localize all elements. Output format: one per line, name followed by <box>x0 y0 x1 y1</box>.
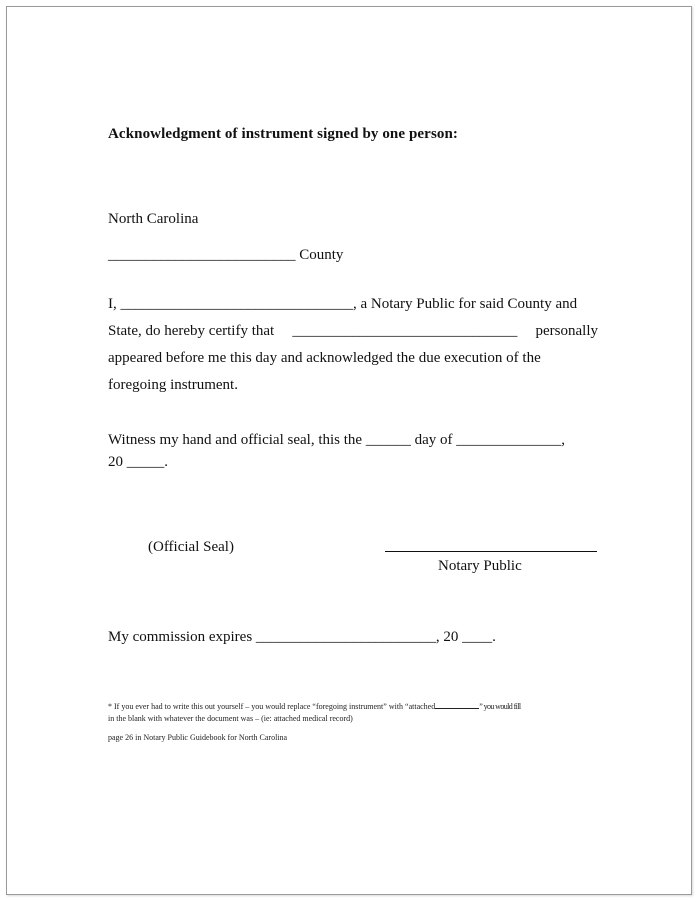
page-reference: page 26 in Notary Public Guidebook for North Carolina <box>108 733 288 742</box>
paragraph-line-1: I, _______________________________, a Notary Public for said County and <box>108 296 578 312</box>
paragraph-line-4: foregoing instrument. <box>108 377 238 393</box>
witness-paragraph <box>108 431 598 475</box>
witness-line-1: Witness my hand and official seal, this the ______ day of ______________, <box>108 432 565 448</box>
county-line: _________________________ County <box>108 247 344 263</box>
footnote-line-1-a: * If you ever had to write this out yourself – you would replace “foregoing instrument” with “attached <box>108 702 436 711</box>
footnote-line-1 <box>108 700 608 713</box>
footnote-line-2: in the blank with whatever the document was – (ie: attached medical record) <box>108 714 353 723</box>
footnote-blank <box>435 700 479 709</box>
document-title: Acknowledgment of instrument signed by one person: <box>108 126 459 142</box>
commission-expires-line: My commission expires ________________________, 20 ____. <box>108 629 496 645</box>
official-seal-label: (Official Seal) <box>148 539 234 555</box>
footnote-line-1-b: ” you would fill <box>479 702 521 711</box>
paragraph-line-2 <box>108 322 598 349</box>
paragraph-line-2-a: State, do hereby certify that <box>108 323 275 339</box>
notary-public-label: Notary Public <box>438 558 522 574</box>
certification-paragraph <box>108 295 598 403</box>
paragraph-line-3: appeared before me this day and acknowledged the due execution of the <box>108 350 541 366</box>
paragraph-line-2-blank: ______________________________ <box>292 323 518 339</box>
witness-line-2: 20 _____. <box>108 454 168 470</box>
paragraph-line-2-c: personally <box>535 323 598 339</box>
notary-signature-line <box>385 551 597 552</box>
footnote <box>108 700 608 725</box>
state-name: North Carolina <box>108 211 199 227</box>
